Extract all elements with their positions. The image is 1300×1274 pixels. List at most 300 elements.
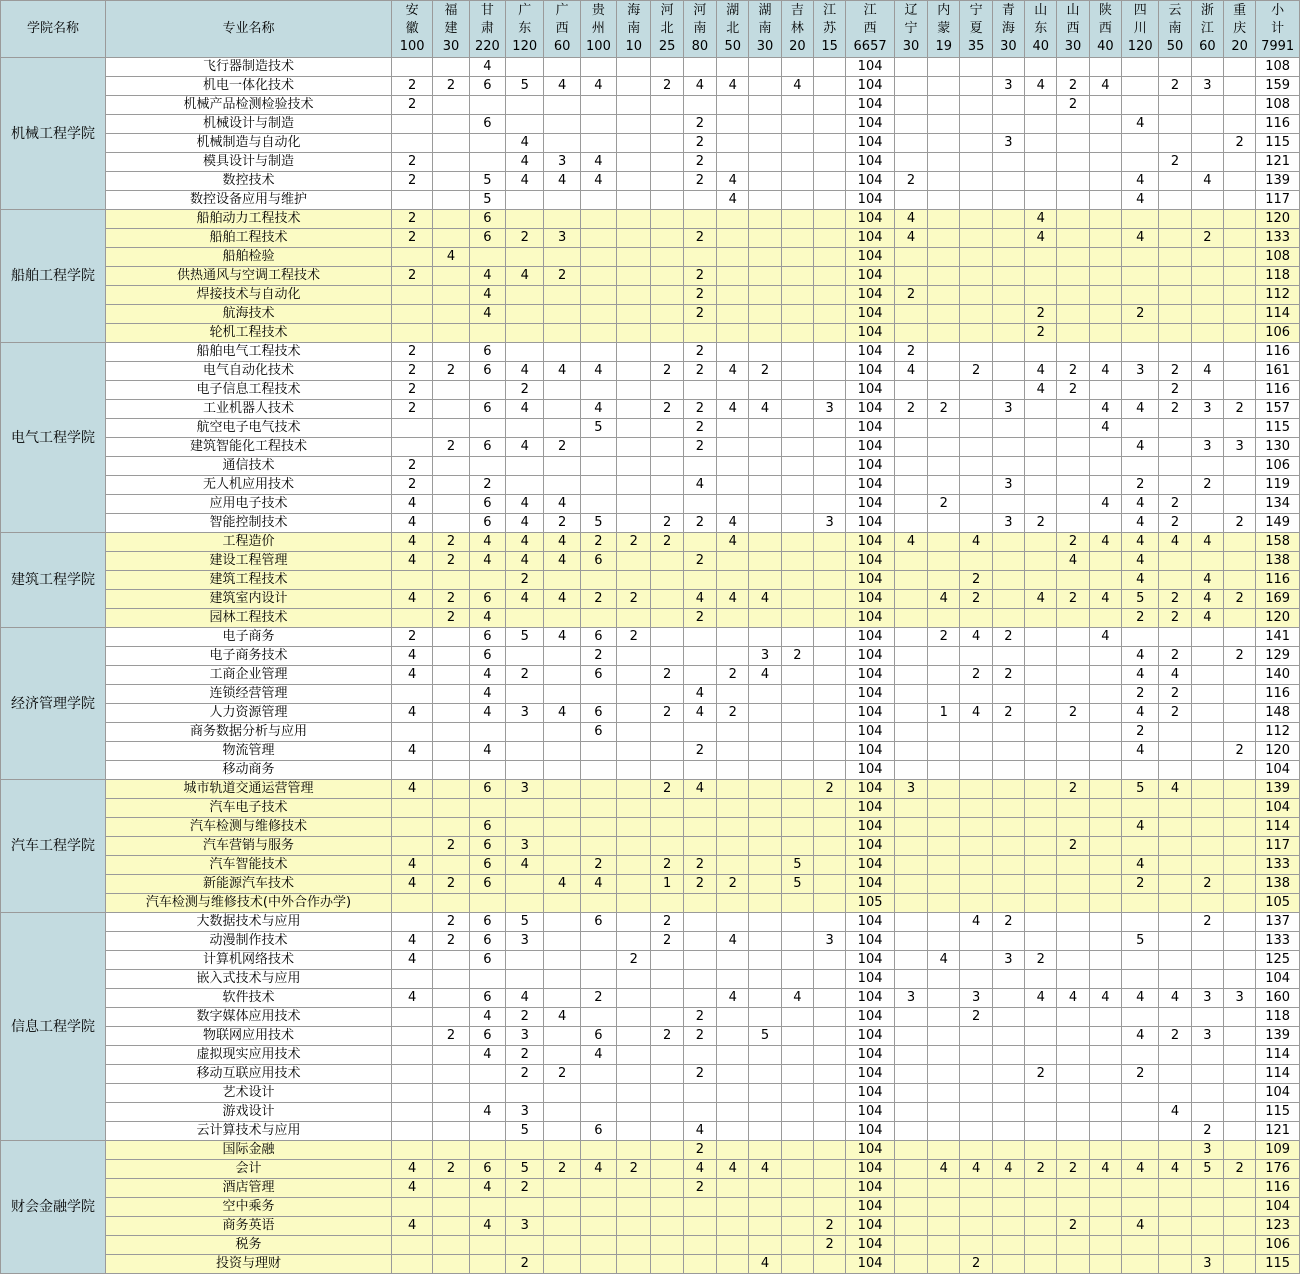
plan-count-cell: 2 [433,77,469,96]
plan-count-cell [1159,324,1191,343]
plan-count-cell [617,381,651,400]
plan-count-cell [749,818,781,837]
subtotal-cell: 123 [1256,1217,1300,1236]
plan-count-cell: 104 [846,856,894,875]
plan-count-cell [1224,1122,1256,1141]
plan-count-cell [781,305,813,324]
plan-count-cell: 4 [683,780,716,799]
plan-count-cell [928,1141,960,1160]
plan-count-cell [1159,134,1191,153]
plan-count-cell [992,248,1024,267]
plan-count-cell [749,609,781,628]
plan-count-cell: 4 [506,172,544,191]
plan-count-cell [814,1179,846,1198]
table-row [1,419,1300,438]
plan-count-cell [1025,457,1057,476]
plan-count-cell [894,1046,927,1065]
college-name-cell: 经济管理学院 [1,628,106,780]
plan-count-cell [928,1008,960,1027]
plan-count-cell: 4 [1159,666,1191,685]
plan-count-cell [1057,799,1089,818]
column-plan-count: 15 [821,39,838,54]
plan-count-cell [960,932,992,951]
plan-count-cell [814,362,846,381]
plan-count-cell [1089,134,1121,153]
plan-count-cell: 2 [433,609,469,628]
plan-count-cell: 2 [683,1027,716,1046]
plan-count-cell [1057,1122,1089,1141]
plan-count-cell: 4 [1122,533,1159,552]
plan-count-cell [544,324,580,343]
plan-count-cell [1191,1179,1223,1198]
table-row [1,1065,1300,1084]
plan-count-cell [580,818,616,837]
plan-count-cell: 2 [506,1046,544,1065]
plan-count-cell [894,153,927,172]
plan-count-cell [391,571,432,590]
plan-count-cell: 3 [1191,1141,1223,1160]
plan-count-cell: 4 [506,438,544,457]
plan-count-cell [992,172,1024,191]
plan-count-cell [1159,438,1191,457]
plan-count-cell: 2 [580,590,616,609]
plan-count-cell [814,1255,846,1274]
plan-count-cell [506,191,544,210]
major-name-cell: 商务数据分析与应用 [106,723,392,742]
plan-count-cell [749,438,781,457]
plan-count-cell [683,381,716,400]
plan-count-cell [928,419,960,438]
plan-count-cell: 2 [683,742,716,761]
major-name-cell: 船舶电气工程技术 [106,343,392,362]
plan-count-cell [617,1141,651,1160]
major-name-cell: 虚拟现实应用技术 [106,1046,392,1065]
plan-count-cell [1089,381,1121,400]
plan-count-cell [1159,419,1191,438]
table-row [1,932,1300,951]
plan-count-cell [717,343,749,362]
plan-count-cell: 104 [846,77,894,96]
plan-count-cell: 6 [469,210,505,229]
subtotal-cell: 112 [1256,286,1300,305]
plan-count-cell [960,1046,992,1065]
plan-count-cell: 4 [506,533,544,552]
plan-count-cell: 4 [1122,704,1159,723]
plan-count-cell [814,1122,846,1141]
plan-count-cell [433,704,469,723]
plan-count-cell [580,438,616,457]
plan-count-cell [749,210,781,229]
column-plan-count: 50 [724,39,742,54]
plan-count-cell [1089,1255,1121,1274]
plan-count-cell [1191,932,1223,951]
plan-count-cell [894,1217,927,1236]
table-row [1,799,1300,818]
plan-count-cell [1224,153,1256,172]
plan-count-cell: 2 [391,153,432,172]
plan-count-cell [928,229,960,248]
plan-count-cell [617,514,651,533]
plan-count-cell [469,1255,505,1274]
plan-count-cell: 104 [846,685,894,704]
plan-count-cell [1025,970,1057,989]
subtotal-cell: 104 [1256,1198,1300,1217]
plan-count-cell: 6 [469,780,505,799]
plan-count-cell [781,514,813,533]
plan-count-cell [1191,894,1223,913]
plan-count-cell [928,172,960,191]
plan-count-cell [781,286,813,305]
plan-count-cell [544,210,580,229]
province-column-header [544,1,580,58]
plan-count-cell [717,1008,749,1027]
plan-count-cell [781,894,813,913]
plan-count-cell [391,894,432,913]
plan-count-cell [1122,1084,1159,1103]
plan-count-cell [1191,1008,1223,1027]
plan-count-cell [1025,856,1057,875]
plan-count-cell [894,799,927,818]
plan-count-cell [683,1198,716,1217]
plan-count-cell: 4 [469,533,505,552]
plan-count-cell [1224,856,1256,875]
plan-count-cell [1224,1217,1256,1236]
plan-count-cell: 2 [1025,1160,1057,1179]
plan-count-cell [544,1084,580,1103]
plan-count-cell: 2 [544,1160,580,1179]
plan-count-cell [651,685,683,704]
plan-count-cell [781,1255,813,1274]
plan-count-cell [717,1065,749,1084]
plan-count-cell [717,742,749,761]
plan-count-cell [894,248,927,267]
plan-count-cell [1224,799,1256,818]
plan-count-cell [1224,780,1256,799]
table-row [1,1198,1300,1217]
header-row [1,1,1300,58]
plan-count-cell [1057,1255,1089,1274]
plan-count-cell [1224,248,1256,267]
plan-count-cell [992,1255,1024,1274]
plan-count-cell [1191,666,1223,685]
plan-count-cell [617,837,651,856]
plan-count-cell [1159,1179,1191,1198]
plan-count-cell [580,58,616,77]
plan-count-cell: 2 [1159,647,1191,666]
plan-count-cell: 6 [580,628,616,647]
plan-count-cell [1025,666,1057,685]
plan-count-cell [960,1103,992,1122]
plan-count-cell [781,1236,813,1255]
plan-count-cell [1057,1084,1089,1103]
plan-count-cell [580,495,616,514]
plan-count-cell [1122,248,1159,267]
plan-count-cell [1224,115,1256,134]
subtotal-cell: 130 [1256,438,1300,457]
plan-count-cell [651,628,683,647]
plan-count-cell: 2 [1224,742,1256,761]
plan-count-cell [1224,96,1256,115]
plan-count-cell [960,1065,992,1084]
plan-count-cell [894,514,927,533]
plan-count-cell: 2 [683,400,716,419]
plan-count-cell [717,210,749,229]
plan-count-cell [814,533,846,552]
plan-count-cell: 4 [1089,628,1121,647]
plan-count-cell [1057,229,1089,248]
plan-count-cell [992,419,1024,438]
plan-count-cell [960,267,992,286]
plan-count-cell [617,58,651,77]
plan-count-cell [894,1141,927,1160]
plan-count-cell [781,324,813,343]
plan-count-cell [717,1027,749,1046]
plan-count-cell [506,1198,544,1217]
plan-count-cell: 2 [1057,381,1089,400]
plan-count-cell [1025,400,1057,419]
plan-count-cell [749,1122,781,1141]
plan-count-cell: 6 [469,77,505,96]
plan-count-cell: 2 [1159,153,1191,172]
plan-count-cell [683,989,716,1008]
plan-count-cell [1025,267,1057,286]
plan-count-cell [469,1236,505,1255]
plan-count-cell: 2 [1122,875,1159,894]
plan-count-cell: 4 [506,989,544,1008]
province-column-header [992,1,1024,58]
plan-count-cell [1191,153,1223,172]
plan-count-cell [749,970,781,989]
plan-count-cell [1025,191,1057,210]
plan-count-cell [749,381,781,400]
plan-count-cell [749,856,781,875]
plan-count-cell [928,58,960,77]
plan-count-cell [814,153,846,172]
plan-count-cell: 6 [469,818,505,837]
plan-count-cell [894,894,927,913]
subtotal-cell: 116 [1256,381,1300,400]
plan-count-cell [1224,1198,1256,1217]
table-row [1,571,1300,590]
plan-count-cell [1025,913,1057,932]
plan-count-cell [1191,761,1223,780]
plan-count-cell: 4 [1122,495,1159,514]
plan-count-cell: 2 [683,514,716,533]
plan-count-cell [617,362,651,381]
plan-count-cell [992,837,1024,856]
plan-count-cell: 4 [506,552,544,571]
plan-count-cell: 4 [781,989,813,1008]
plan-count-cell: 3 [1191,1255,1223,1274]
plan-count-cell: 4 [1122,115,1159,134]
plan-count-cell: 4 [717,77,749,96]
plan-count-cell [894,267,927,286]
table-row [1,153,1300,172]
plan-count-cell [894,1160,927,1179]
plan-count-cell [683,799,716,818]
plan-count-cell [1159,229,1191,248]
plan-count-cell [506,210,544,229]
plan-count-cell [617,286,651,305]
column-plan-count: 30 [756,39,774,54]
plan-count-cell [580,1084,616,1103]
plan-count-cell [683,837,716,856]
plan-count-cell: 2 [651,362,683,381]
plan-count-cell [894,1008,927,1027]
plan-count-cell: 3 [1191,400,1223,419]
plan-count-cell: 4 [469,1046,505,1065]
college-name-cell: 汽车工程学院 [1,780,106,913]
plan-count-cell: 104 [846,514,894,533]
column-plan-count: 80 [691,39,709,54]
plan-count-cell [928,970,960,989]
subtotal-cell: 148 [1256,704,1300,723]
plan-count-cell: 6 [469,1160,505,1179]
plan-count-cell [781,1198,813,1217]
plan-count-cell [506,685,544,704]
college-name-cell: 机械工程学院 [1,58,106,210]
plan-count-cell [1224,419,1256,438]
plan-count-cell: 2 [469,476,505,495]
plan-count-cell [814,571,846,590]
plan-count-cell: 4 [717,172,749,191]
subtotal-cell: 106 [1256,324,1300,343]
subtotal-cell: 116 [1256,571,1300,590]
province-column-header [781,1,813,58]
plan-count-cell [960,552,992,571]
plan-count-cell [749,1084,781,1103]
plan-count-cell [1089,780,1121,799]
plan-count-cell [960,837,992,856]
plan-count-cell [580,96,616,115]
plan-count-cell [749,1103,781,1122]
plan-count-cell: 4 [544,704,580,723]
province-column-header [1224,1,1256,58]
plan-count-cell [651,571,683,590]
plan-count-cell: 4 [717,989,749,1008]
plan-count-cell [506,286,544,305]
plan-count-cell [433,305,469,324]
plan-count-cell: 104 [846,134,894,153]
plan-count-cell [1057,894,1089,913]
subtotal-cell: 117 [1256,191,1300,210]
plan-count-cell: 5 [506,1160,544,1179]
plan-count-cell [814,134,846,153]
plan-count-cell [1089,476,1121,495]
plan-count-cell [928,571,960,590]
plan-count-cell [781,590,813,609]
plan-count-cell: 4 [683,704,716,723]
plan-count-cell [1159,894,1191,913]
table-row [1,590,1300,609]
table-row [1,1084,1300,1103]
plan-count-cell [617,343,651,362]
plan-count-cell [960,514,992,533]
plan-count-cell: 4 [1122,647,1159,666]
plan-count-cell [960,115,992,134]
plan-count-cell [1122,1122,1159,1141]
plan-count-cell: 104 [846,1084,894,1103]
plan-count-cell [683,571,716,590]
plan-count-cell [749,875,781,894]
plan-count-cell [781,685,813,704]
plan-count-cell [992,267,1024,286]
plan-count-cell: 2 [1224,590,1256,609]
plan-count-cell [617,1084,651,1103]
table-row [1,1141,1300,1160]
plan-count-cell: 2 [1025,305,1057,324]
plan-count-cell [1025,761,1057,780]
plan-count-cell: 2 [391,476,432,495]
plan-count-cell [1057,248,1089,267]
plan-count-cell [717,58,749,77]
plan-count-cell: 2 [683,1141,716,1160]
plan-count-cell [1025,1103,1057,1122]
plan-count-cell: 4 [1089,590,1121,609]
plan-count-cell: 3 [506,837,544,856]
plan-count-cell [749,913,781,932]
column-plan-count: 60 [1199,39,1216,54]
plan-count-cell: 4 [717,514,749,533]
plan-count-cell: 2 [651,913,683,932]
plan-count-cell [544,1027,580,1046]
college-column-header: 学院名称 [1,1,106,58]
table-row [1,495,1300,514]
plan-count-cell [580,115,616,134]
plan-count-cell [1025,1084,1057,1103]
column-name: 安徽 [405,3,419,36]
plan-count-cell [580,191,616,210]
plan-count-cell [928,932,960,951]
plan-count-cell [928,362,960,381]
plan-count-cell: 3 [544,153,580,172]
plan-count-cell: 4 [469,609,505,628]
table-row [1,951,1300,970]
plan-count-cell: 4 [580,362,616,381]
plan-count-cell [749,343,781,362]
plan-count-cell [749,115,781,134]
plan-count-cell [544,951,580,970]
major-name-cell: 电气自动化技术 [106,362,392,381]
plan-count-cell [1224,1065,1256,1084]
plan-count-cell [781,1217,813,1236]
plan-count-cell [506,647,544,666]
plan-count-cell [617,153,651,172]
plan-count-cell [928,1236,960,1255]
subtotal-cell: 121 [1256,153,1300,172]
plan-count-cell: 104 [846,286,894,305]
plan-count-cell [580,1217,616,1236]
plan-count-cell: 1 [928,704,960,723]
plan-count-cell [1057,856,1089,875]
plan-count-cell: 104 [846,1217,894,1236]
province-column-header [894,1,927,58]
plan-count-cell [749,1217,781,1236]
plan-count-cell [1025,1179,1057,1198]
plan-count-cell: 4 [1089,989,1121,1008]
major-name-cell: 供热通风与空调工程技术 [106,267,392,286]
plan-count-cell [992,210,1024,229]
plan-count-cell [617,552,651,571]
plan-count-cell [1025,1027,1057,1046]
plan-count-cell [469,1141,505,1160]
plan-count-cell [683,533,716,552]
plan-count-cell [1159,58,1191,77]
plan-count-cell [749,685,781,704]
subtotal-cell: 115 [1256,134,1300,153]
province-column-header [749,1,781,58]
plan-count-cell [580,1198,616,1217]
